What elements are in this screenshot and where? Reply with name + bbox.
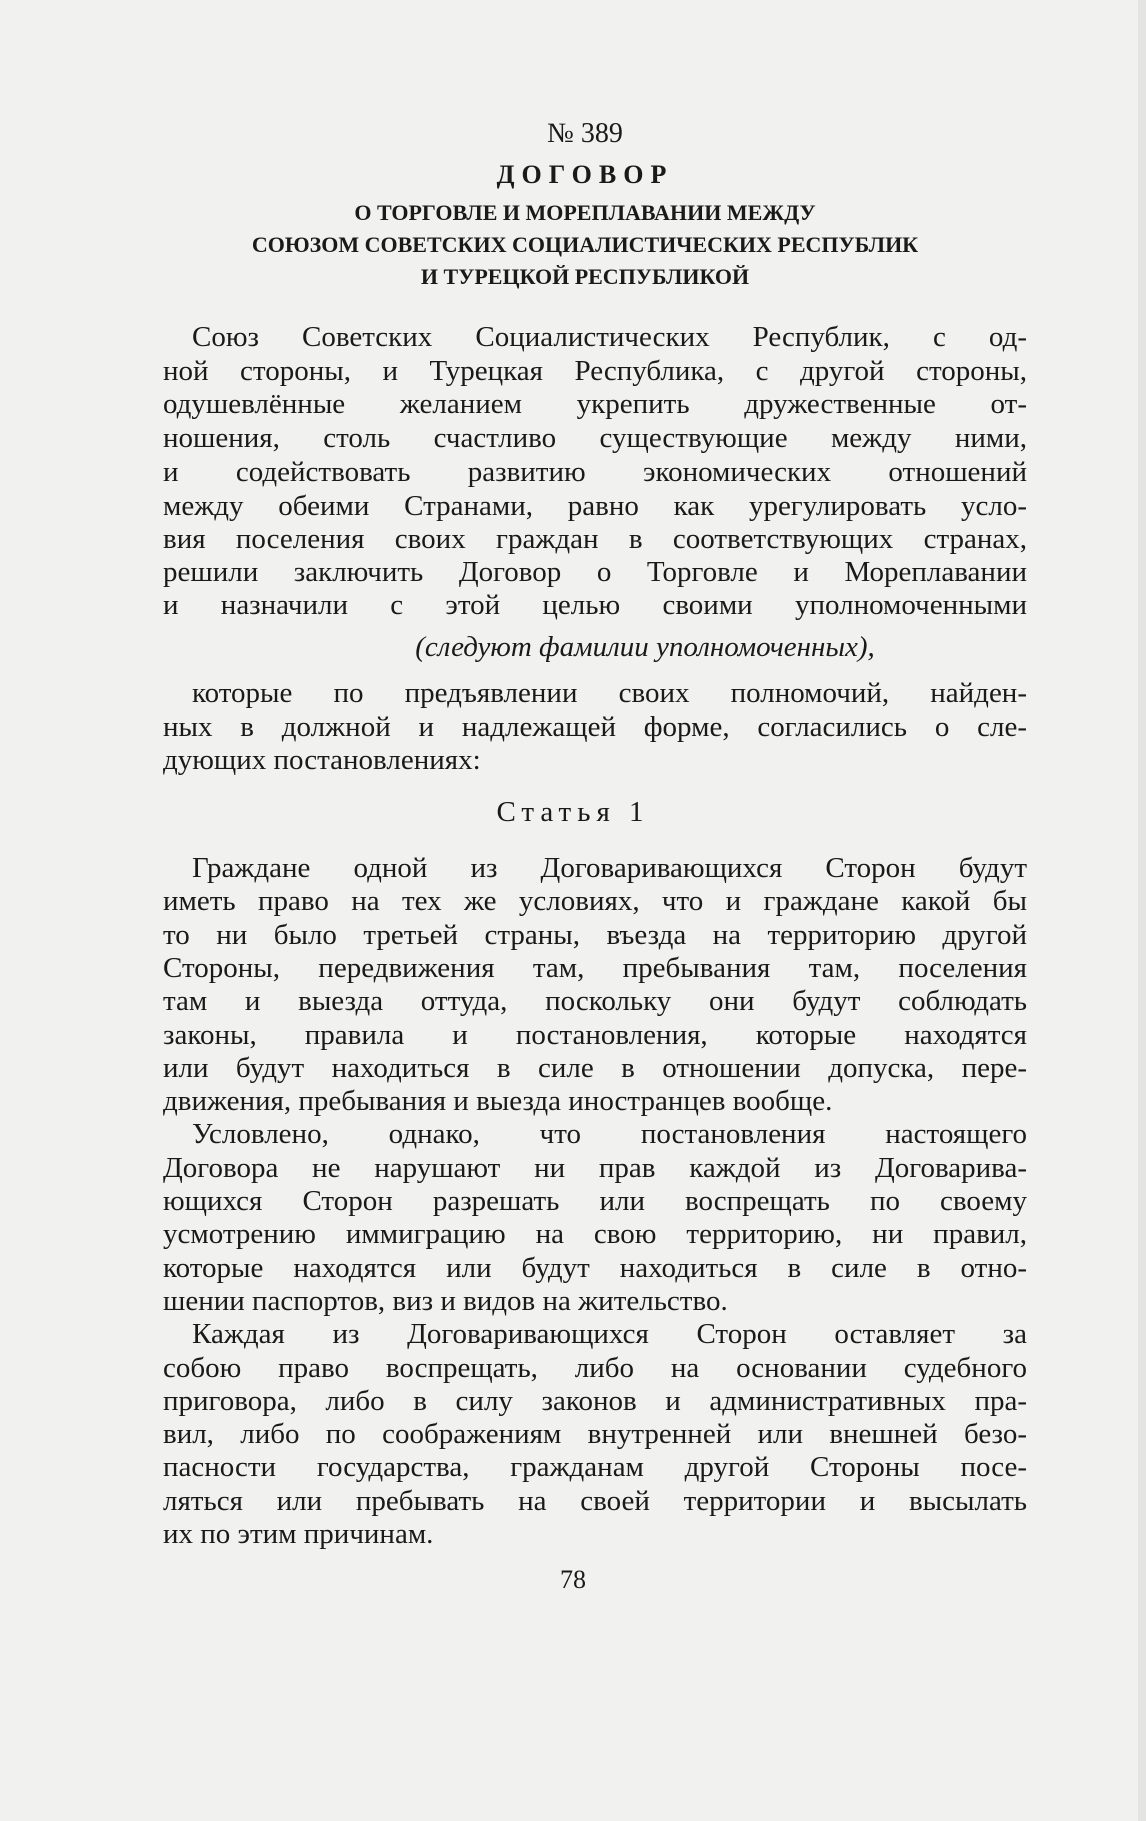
text-line: шении паспортов, виз и видов на жительство. bbox=[163, 1285, 728, 1317]
text-line: приговора, либо в силу законов и административных пра- bbox=[163, 1385, 1027, 1417]
text-line: Граждане одной из Договаривающихся Сторон будут bbox=[192, 852, 1027, 884]
text-line: которые по предъявлении своих полномочий, найден- bbox=[192, 677, 1027, 709]
text-line: законы, правила и постановления, которые находятся bbox=[163, 1019, 1027, 1051]
text-line: ляться или пребывать на своей территории и высылать bbox=[163, 1485, 1027, 1517]
document-number: № 389 bbox=[547, 118, 623, 149]
text-line: их по этим причинам. bbox=[163, 1518, 434, 1550]
text-line: или будут находиться в силе в отношении допуска, пере- bbox=[163, 1052, 1027, 1084]
plenipotentiaries-note: (следуют фамилии уполномоченных), bbox=[415, 631, 875, 663]
document-title: ДОГОВОР bbox=[496, 160, 674, 189]
text-line: и назначили с этой целью своими уполномоченными bbox=[163, 589, 1027, 621]
text-line: Стороны, передвижения там, пребывания там, поселения bbox=[163, 952, 1027, 984]
text-line: Каждая из Договаривающихся Сторон оставляет за bbox=[192, 1318, 1027, 1350]
text-line: ющихся Сторон разрешать или воспрещать по своему bbox=[163, 1185, 1027, 1217]
text-line: то ни было третьей страны, въезда на территорию другой bbox=[163, 919, 1027, 951]
text-line: пасности государства, гражданам другой Стороны посе- bbox=[163, 1451, 1027, 1483]
subtitle-line: И ТУРЕЦКОЙ РЕСПУБЛИКОЙ bbox=[420, 264, 750, 289]
text-line: ношения, столь счастливо существующие между ними, bbox=[163, 422, 1027, 454]
subtitle-line: СОЮЗОМ СОВЕТСКИХ СОЦИАЛИСТИЧЕСКИХ РЕСПУБЛИК bbox=[251, 232, 919, 257]
text-line: дующих постановлениях: bbox=[163, 744, 481, 776]
subtitle-line: О ТОРГОВЛЕ И МОРЕПЛАВАНИИ МЕЖДУ bbox=[354, 200, 816, 225]
text-line: вил, либо по соображениям внутренней или внешней безо- bbox=[163, 1418, 1027, 1450]
text-line: там и выезда оттуда, поскольку они будут соблюдать bbox=[163, 985, 1027, 1017]
text-line: между обеими Странами, равно как урегулировать усло- bbox=[163, 490, 1027, 522]
article-title: Статья 1 bbox=[496, 796, 650, 828]
text-line: Договора не нарушают ни прав каждой из Договарива- bbox=[163, 1152, 1027, 1184]
text-line: Условлено, однако, что постановления настоящего bbox=[192, 1118, 1027, 1150]
page-number: 78 bbox=[560, 1565, 586, 1594]
text-line: Союз Советских Социалистических Республик, с од- bbox=[192, 321, 1027, 353]
text-line: усмотрению иммиграцию на свою территорию, ни правил, bbox=[163, 1218, 1027, 1250]
text-line: ной стороны, и Турецкая Республика, с другой стороны, bbox=[163, 355, 1027, 387]
text-line: ных в должной и надлежащей форме, согласились о сле- bbox=[163, 711, 1027, 743]
text-line: одушевлённые желанием укрепить дружественные от- bbox=[163, 388, 1027, 420]
text-line: которые находятся или будут находиться в силе в отно- bbox=[163, 1252, 1027, 1284]
text-line: решили заключить Договор о Торговле и Мореплавании bbox=[163, 556, 1027, 588]
text-line: иметь право на тех же условиях, что и граждане какой бы bbox=[163, 885, 1027, 917]
text-line: собою право воспрещать, либо на основании судебного bbox=[163, 1352, 1027, 1384]
text-line: вия поселения своих граждан в соответствующих странах, bbox=[163, 523, 1027, 555]
text-line: движения, пребывания и выезда иностранцев вообще. bbox=[163, 1085, 833, 1117]
text-line: и содействовать развитию экономических отношений bbox=[163, 456, 1027, 488]
